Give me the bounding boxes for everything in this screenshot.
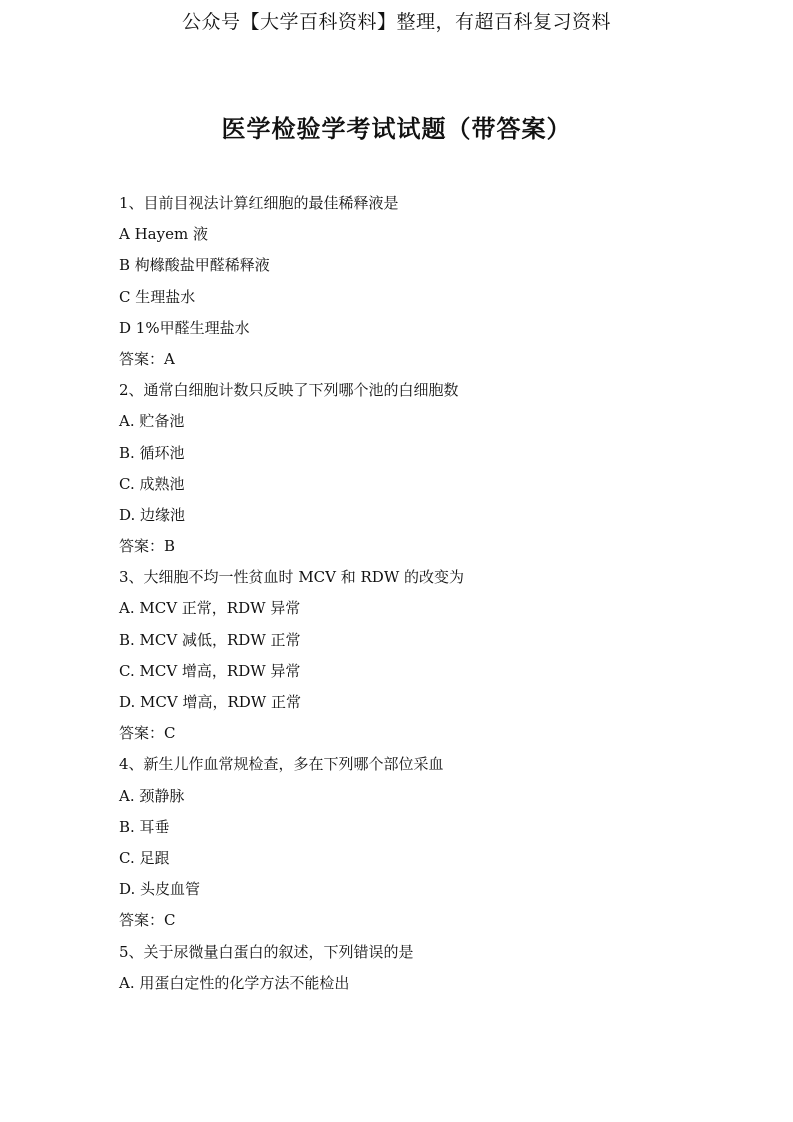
document-title: 医学检验学考试试题（带答案） [221,114,572,143]
question-5 [119,937,719,999]
option-d: D. MCV 增高，RDW 正常 [119,693,301,711]
answer-text: 答案：B [119,537,176,556]
question-text: 3、大细胞不均一性贫血时 MCV 和 RDW 的改变为 [119,568,465,587]
answer-text: 答案：C [119,724,176,743]
question-list [119,188,719,999]
question-text: 5、关于尿微量白蛋白的叙述，下列错误的是 [119,942,414,961]
question-4 [119,749,719,936]
question-1 [119,188,719,375]
option-c: C. 足跟 [119,848,170,867]
answer-text: 答案：A [119,349,175,368]
page-header: 公众号【大学百科资料】整理，有超百科复习资料 [181,11,611,33]
option-b: B. 耳垂 [119,817,170,836]
question-text: 4、新生儿作血常规检查，多在下列哪个部位采血 [119,755,444,774]
option-d: D. 头皮血管 [119,880,201,899]
option-c: C. 成熟池 [119,474,185,493]
question-text: 1、目前目视法计算红细胞的最佳稀释液是 [119,194,399,212]
answer-text: 答案：C [119,911,176,930]
option-a: A. 颈静脉 [119,786,185,805]
option-b: B 枸橼酸盐甲醛稀释液 [119,256,270,275]
option-b: B. 循环池 [119,443,185,462]
option-a: A. 用蛋白定性的化学方法不能检出 [119,973,350,992]
option-c: C 生理盐水 [119,287,196,306]
option-d: D 1%甲醛生理盐水 [119,318,250,337]
question-2 [119,375,719,562]
option-d: D. 边缘池 [119,505,186,524]
option-a: A. 贮备池 [119,412,185,431]
question-text: 2、通常白细胞计数只反映了下列哪个池的白细胞数 [119,381,459,400]
option-c: C. MCV 增高，RDW 异常 [119,661,301,680]
question-3 [119,562,719,749]
option-a: A Hayem 液 [119,225,208,244]
option-a: A. MCV 正常，RDW 异常 [119,599,301,618]
option-b: B. MCV 减低，RDW 正常 [119,630,301,649]
